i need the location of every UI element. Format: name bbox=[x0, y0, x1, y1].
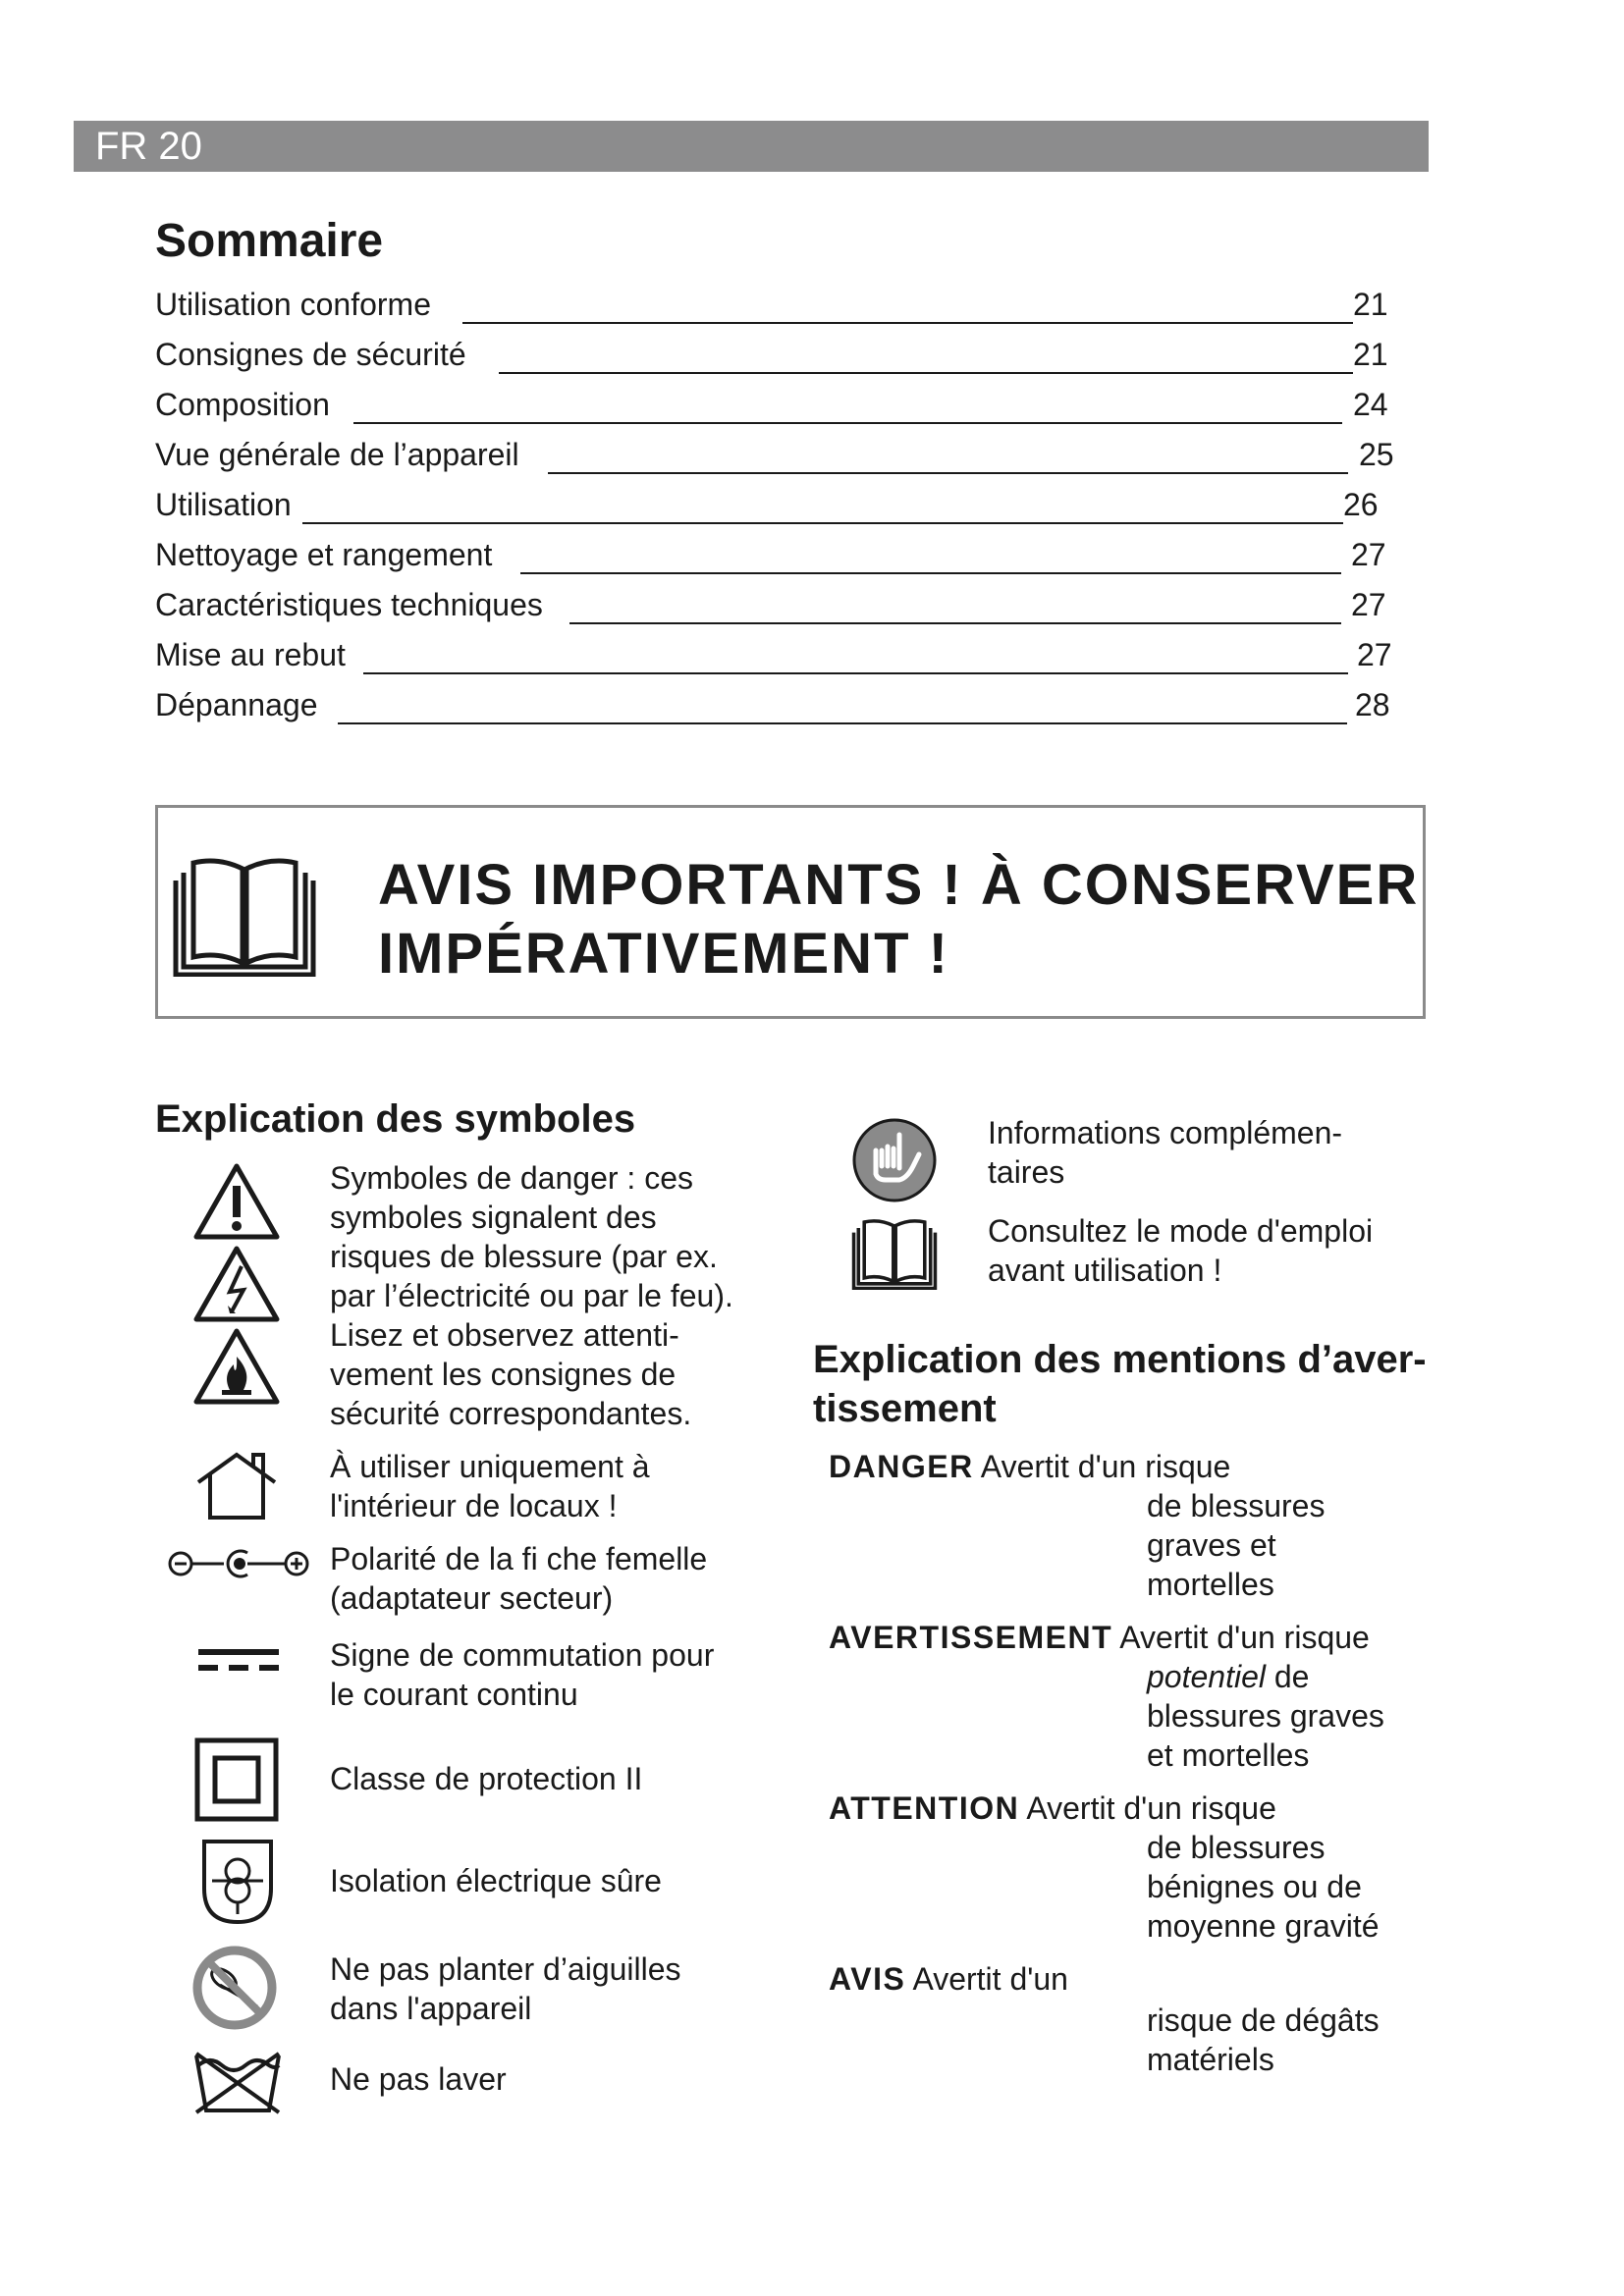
text-line: symboles signalent des bbox=[330, 1200, 657, 1235]
open-book-icon bbox=[170, 855, 319, 977]
warning-attention bbox=[829, 1789, 1276, 1828]
warning-term: AVIS bbox=[829, 1961, 906, 1997]
text-line: Polarité de la fi che femelle bbox=[330, 1541, 708, 1576]
toc-entry-label: Nettoyage et rangement bbox=[155, 537, 493, 572]
notice-line-2: IMPÉRATIVEMENT ! bbox=[378, 922, 949, 986]
warning-attention-detail bbox=[1147, 1828, 1380, 1946]
text-line: vement les consignes de bbox=[330, 1357, 677, 1392]
page-header-bar bbox=[74, 121, 1429, 172]
toc-entry-page: 27 bbox=[1357, 637, 1392, 672]
text-line: À utiliser uniquement à bbox=[330, 1449, 650, 1484]
text-line: Lisez et observez attenti- bbox=[330, 1317, 679, 1353]
pointing-hand-icon bbox=[850, 1117, 939, 1203]
open-book-icon bbox=[850, 1217, 939, 1290]
warning-triangle-icon bbox=[192, 1162, 281, 1241]
warnings-section-title bbox=[813, 1335, 1427, 1433]
safety-isolating-transformer-icon bbox=[198, 1838, 277, 1926]
text-line: blessures graves bbox=[1147, 1698, 1384, 1734]
toc-entry-label: Composition bbox=[155, 387, 330, 422]
danger-symbols-text bbox=[330, 1158, 733, 1433]
important-notice-box bbox=[155, 805, 1426, 1019]
additional-info-text bbox=[988, 1113, 1342, 1192]
warning-danger bbox=[829, 1447, 1230, 1486]
text-line: de blessures bbox=[1147, 1830, 1326, 1865]
text-line: matériels bbox=[1147, 2042, 1274, 2077]
symbols-section-title: Explication des symboles bbox=[155, 1097, 636, 1141]
read-manual-text bbox=[988, 1211, 1373, 1290]
notice-line-1: AVIS IMPORTANTS ! À CONSERVER bbox=[378, 853, 1420, 917]
indoor-use-text bbox=[330, 1447, 650, 1525]
warning-avis bbox=[829, 1959, 1068, 1999]
toc-entry[interactable] bbox=[155, 283, 1394, 333]
toc-entry-label: Vue générale de l’appareil bbox=[155, 437, 519, 472]
text-line: risques de blessure (par ex. bbox=[330, 1239, 718, 1274]
toc-entry[interactable] bbox=[155, 433, 1394, 483]
text-line: et mortelles bbox=[1147, 1737, 1310, 1773]
text-line: le courant continu bbox=[330, 1677, 578, 1712]
text-fragment: de bbox=[1265, 1659, 1310, 1694]
text-line: tissement bbox=[813, 1387, 997, 1430]
protection-class-text bbox=[330, 1759, 642, 1798]
toc-entry-page: 21 bbox=[1353, 337, 1388, 372]
toc-entry-label: Utilisation bbox=[155, 487, 292, 522]
toc-entry[interactable] bbox=[155, 333, 1394, 383]
toc-entry[interactable] bbox=[155, 533, 1394, 583]
direct-current-icon bbox=[196, 1647, 281, 1673]
isolation-text bbox=[330, 1861, 662, 1900]
toc-leader-line bbox=[353, 422, 1342, 424]
do-not-wash-icon bbox=[192, 2050, 283, 2114]
warning-danger-detail bbox=[1147, 1486, 1325, 1604]
warning-term: ATTENTION bbox=[829, 1790, 1020, 1826]
house-icon bbox=[192, 1449, 281, 1523]
text-line: Explication des mentions d’aver- bbox=[813, 1338, 1427, 1381]
text-line: Informations complémen- bbox=[988, 1115, 1343, 1150]
text-line: Symboles de danger : ces bbox=[330, 1160, 693, 1196]
do-not-wash-text bbox=[330, 2059, 507, 2099]
warning-term: AVERTISSEMENT bbox=[829, 1620, 1113, 1655]
toc-entry-page: 21 bbox=[1353, 287, 1388, 322]
toc-entry-page: 27 bbox=[1351, 587, 1386, 622]
no-needles-icon bbox=[190, 1944, 279, 2032]
text-line: taires bbox=[988, 1154, 1065, 1190]
direct-current-text bbox=[330, 1635, 714, 1714]
warning-text: Avertit d'un risque bbox=[1026, 1790, 1276, 1826]
toc-leader-line bbox=[499, 372, 1353, 374]
important-notice-text bbox=[378, 851, 1419, 988]
electric-hazard-icon bbox=[192, 1245, 281, 1323]
polarity-text bbox=[330, 1539, 707, 1618]
toc-entry[interactable] bbox=[155, 383, 1394, 433]
polarity-icon bbox=[165, 1547, 312, 1580]
text-line: l'intérieur de locaux ! bbox=[330, 1488, 618, 1523]
toc-leader-line bbox=[520, 572, 1341, 574]
text-line: sécurité correspondantes. bbox=[330, 1396, 692, 1431]
toc-entry-label: Consignes de sécurité bbox=[155, 337, 466, 372]
toc-title: Sommaire bbox=[155, 215, 384, 267]
toc-leader-line bbox=[548, 472, 1348, 474]
warning-avertissement bbox=[829, 1618, 1370, 1657]
toc-leader-line bbox=[363, 672, 1348, 674]
page-number-label: FR 20 bbox=[95, 125, 202, 168]
toc-entry-page: 26 bbox=[1343, 487, 1379, 522]
warning-text: Avertit d'un risque bbox=[980, 1449, 1231, 1484]
text-line: Signe de commutation pour bbox=[330, 1637, 715, 1673]
toc-entry-page: 28 bbox=[1355, 687, 1390, 722]
warning-avertissement-detail bbox=[1147, 1657, 1384, 1775]
toc-entry[interactable] bbox=[155, 633, 1394, 683]
warning-text: Avertit d'un risque bbox=[1119, 1620, 1370, 1655]
text-line: Classe de protection II bbox=[330, 1761, 643, 1796]
toc-entry[interactable] bbox=[155, 583, 1394, 633]
toc-leader-line bbox=[338, 722, 1347, 724]
text-line: par l’électricité ou par le feu). bbox=[330, 1278, 733, 1313]
toc-entry-page: 27 bbox=[1351, 537, 1386, 572]
toc-entry-label: Caractéristiques techniques bbox=[155, 587, 543, 622]
text-line: avant utilisation ! bbox=[988, 1253, 1222, 1288]
warning-term: DANGER bbox=[829, 1449, 974, 1484]
warning-avis-detail bbox=[1147, 2001, 1380, 2079]
emphasis-text: potentiel bbox=[1147, 1659, 1266, 1694]
text-line bbox=[1147, 1657, 1384, 1696]
text-line: Consultez le mode d'emploi bbox=[988, 1213, 1374, 1249]
toc-entry[interactable] bbox=[155, 683, 1394, 733]
text-line: Ne pas planter d’aiguilles bbox=[330, 1951, 681, 1987]
warning-text: Avertit d'un bbox=[912, 1961, 1068, 1997]
toc-entry-page: 24 bbox=[1353, 387, 1388, 422]
table-of-contents bbox=[155, 283, 1394, 733]
toc-leader-line bbox=[462, 322, 1353, 324]
protection-class-ii-icon bbox=[194, 1737, 279, 1822]
text-line: (adaptateur secteur) bbox=[330, 1580, 614, 1616]
no-needles-text bbox=[330, 1949, 681, 2028]
text-line: moyenne gravité bbox=[1147, 1908, 1380, 1944]
text-line: risque de dégâts bbox=[1147, 2002, 1380, 2038]
text-line: Isolation électrique sûre bbox=[330, 1863, 662, 1898]
text-line: bénignes ou de bbox=[1147, 1869, 1362, 1904]
text-line: mortelles bbox=[1147, 1567, 1274, 1602]
text-line: de blessures bbox=[1147, 1488, 1326, 1523]
toc-entry[interactable] bbox=[155, 483, 1394, 533]
toc-entry-label: Dépannage bbox=[155, 687, 318, 722]
text-line: Ne pas laver bbox=[330, 2061, 507, 2097]
toc-leader-line bbox=[302, 522, 1343, 524]
toc-leader-line bbox=[569, 622, 1341, 624]
toc-entry-label: Utilisation conforme bbox=[155, 287, 431, 322]
toc-entry-label: Mise au rebut bbox=[155, 637, 346, 672]
text-line: dans l'appareil bbox=[330, 1991, 532, 2026]
text-line: graves et bbox=[1147, 1527, 1276, 1563]
fire-hazard-icon bbox=[192, 1327, 281, 1406]
toc-entry-page: 25 bbox=[1359, 437, 1394, 472]
